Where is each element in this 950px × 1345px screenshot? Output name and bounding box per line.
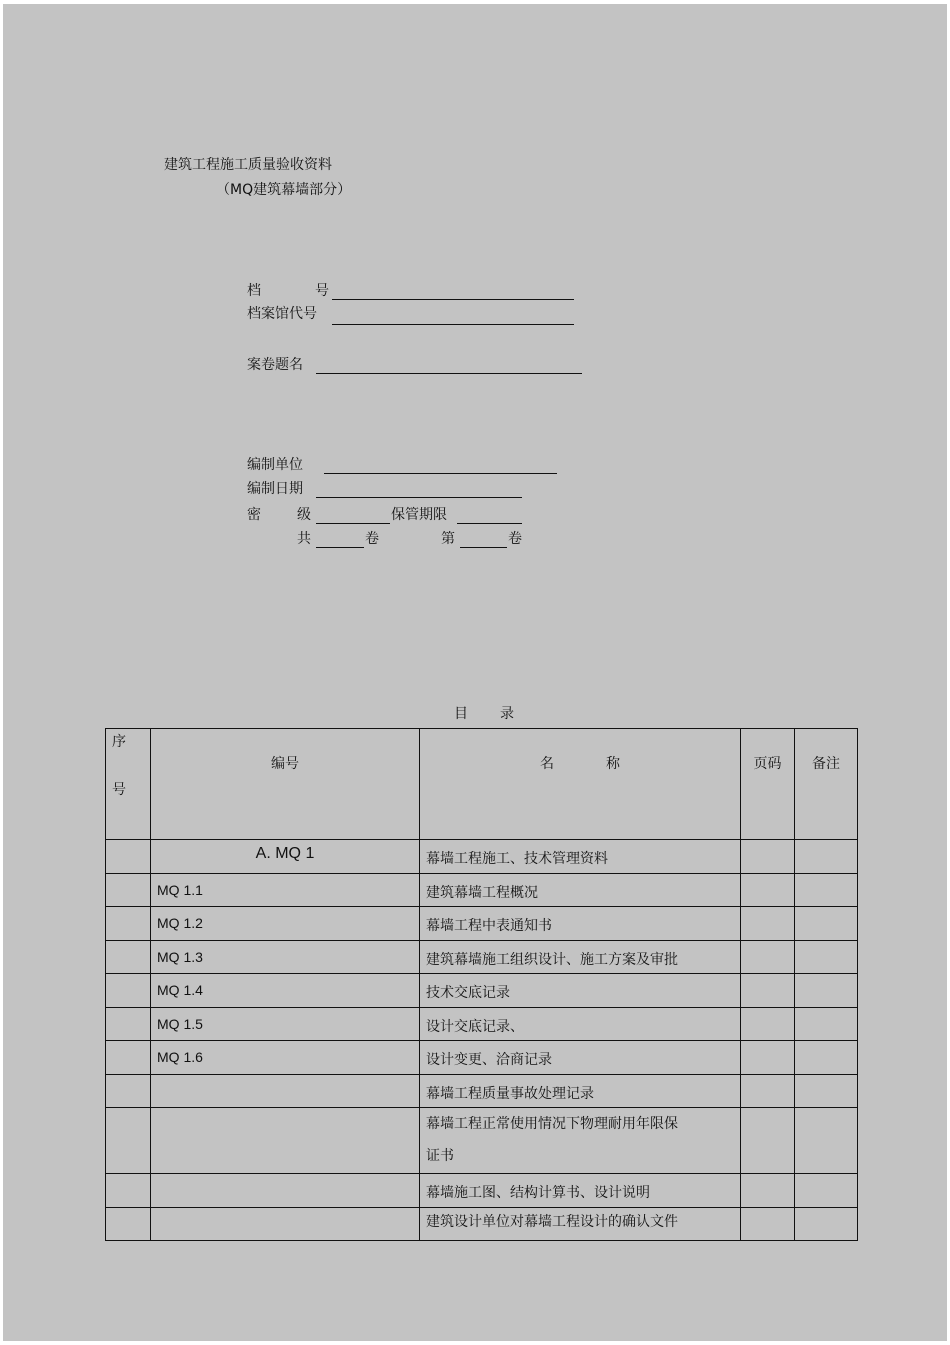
toc-table [105,728,858,1241]
cell-page [741,1208,795,1241]
cell-name: 幕墙施工图、结构计算书、设计说明 [420,1174,741,1208]
cell-code [151,1075,420,1108]
field-archive-no-label [247,283,329,299]
volume-title-line [316,373,582,374]
cell-name: 建筑幕墙施工组织设计、施工方案及审批 [420,941,741,974]
toc-title-b: 录 [500,706,514,722]
field-archive-code-label: 档案馆代号 [247,306,317,322]
cell-page [741,1174,795,1208]
cell-seq [106,1108,151,1174]
table-row [106,1108,858,1174]
cell-code: MQ 1.4 [151,974,420,1008]
cell-name: 技术交底记录 [420,974,741,1008]
table-row [106,974,858,1008]
cell-page [741,874,795,907]
cell-code: MQ 1.3 [151,941,420,974]
volume-no-label-b: 卷 [508,531,522,547]
cell-code: MQ 1.1 [151,874,420,907]
field-secret-label [247,507,311,523]
cell-seq [106,1075,151,1108]
cell-note [795,1108,858,1174]
cell-name: 幕墙工程中表通知书 [420,907,741,941]
cell-seq [106,874,151,907]
header-seq-a: 序 [112,734,126,750]
cover-subtitle: （MQ建筑幕墙部分） [216,182,352,198]
secret-line [316,523,390,524]
cell-note [795,1075,858,1108]
cover-title: 建筑工程施工质量验收资料 [164,157,332,173]
cell-page [741,907,795,941]
retention-line [457,523,522,524]
archive-code-line [332,324,574,325]
table-row [106,1008,858,1041]
cell-seq [106,941,151,974]
cell-name: 幕墙工程质量事故处理记录 [420,1075,741,1108]
cell-note [795,874,858,907]
cell-note [795,974,858,1008]
header-seq-b: 号 [112,782,126,798]
field-volume-title-label: 案卷题名 [247,357,303,373]
date-line [316,497,522,498]
header-code: 编号 [151,729,420,840]
cell-code [151,1108,420,1174]
cell-note [795,941,858,974]
cell-seq [106,840,151,874]
cell-seq [106,1041,151,1075]
cell-name: 幕墙工程施工、技术管理资料 [420,840,741,874]
cell-seq [106,1208,151,1241]
cell-page [741,1008,795,1041]
cell-note [795,840,858,874]
cell-seq [106,907,151,941]
header-page: 页码 [741,729,795,840]
total-line [316,547,364,548]
cell-name: 建筑幕墙工程概况 [420,874,741,907]
cell-code: MQ 1.6 [151,1041,420,1075]
table-row [106,874,858,907]
cell-code: MQ 1.2 [151,907,420,941]
cell-code: MQ 1.5 [151,1008,420,1041]
header-seq [106,729,151,840]
cell-code: A. MQ 1 [151,840,420,874]
compiler-line [324,473,557,474]
cell-note [795,1008,858,1041]
cell-note [795,1208,858,1241]
archive-no-label-b: 号 [315,283,329,299]
table-row [106,1174,858,1208]
header-name [420,729,741,840]
cell-note [795,1041,858,1075]
secret-label-a: 密 [247,507,261,523]
cell-name: 设计变更、洽商记录 [420,1041,741,1075]
secret-label-b: 级 [297,507,311,523]
header-name-a: 名 [540,756,554,772]
cell-note [795,1174,858,1208]
cell-seq [106,974,151,1008]
cell-name: 建筑设计单位对幕墙工程设计的确认文件 [420,1208,741,1241]
cell-page [741,941,795,974]
cell-name-line2: 证书 [426,1148,454,1164]
table-row [106,1075,858,1108]
cell-page [741,1041,795,1075]
cell-page [741,974,795,1008]
field-compiler-label: 编制单位 [247,457,303,473]
volume-no-line [460,547,507,548]
cell-page [741,1108,795,1174]
table-row [106,907,858,941]
toc-title [454,706,514,722]
total-label-b: 卷 [365,531,379,547]
cell-page [741,840,795,874]
volume-no-label-a: 第 [441,531,455,547]
field-date-label: 编制日期 [247,481,303,497]
toc-title-a: 目 [454,706,468,722]
cell-page [741,1075,795,1108]
header-name-b: 称 [606,756,620,772]
table-row [106,1041,858,1075]
table-row [106,941,858,974]
table-row [106,1208,858,1241]
archive-no-label-a: 档 [247,283,261,299]
cell-seq [106,1008,151,1041]
cell-name [420,1108,741,1174]
field-retention-label: 保管期限 [391,507,447,523]
table-row [106,840,858,874]
header-note: 备注 [795,729,858,840]
total-label-a: 共 [297,531,311,547]
cell-seq [106,1174,151,1208]
cell-note [795,907,858,941]
cell-code [151,1174,420,1208]
cell-name-line1: 幕墙工程正常使用情况下物理耐用年限保 [426,1116,678,1132]
cell-code [151,1208,420,1241]
archive-no-line [332,299,574,300]
cell-name: 设计交底记录、 [420,1008,741,1041]
toc-header-row [106,729,858,840]
